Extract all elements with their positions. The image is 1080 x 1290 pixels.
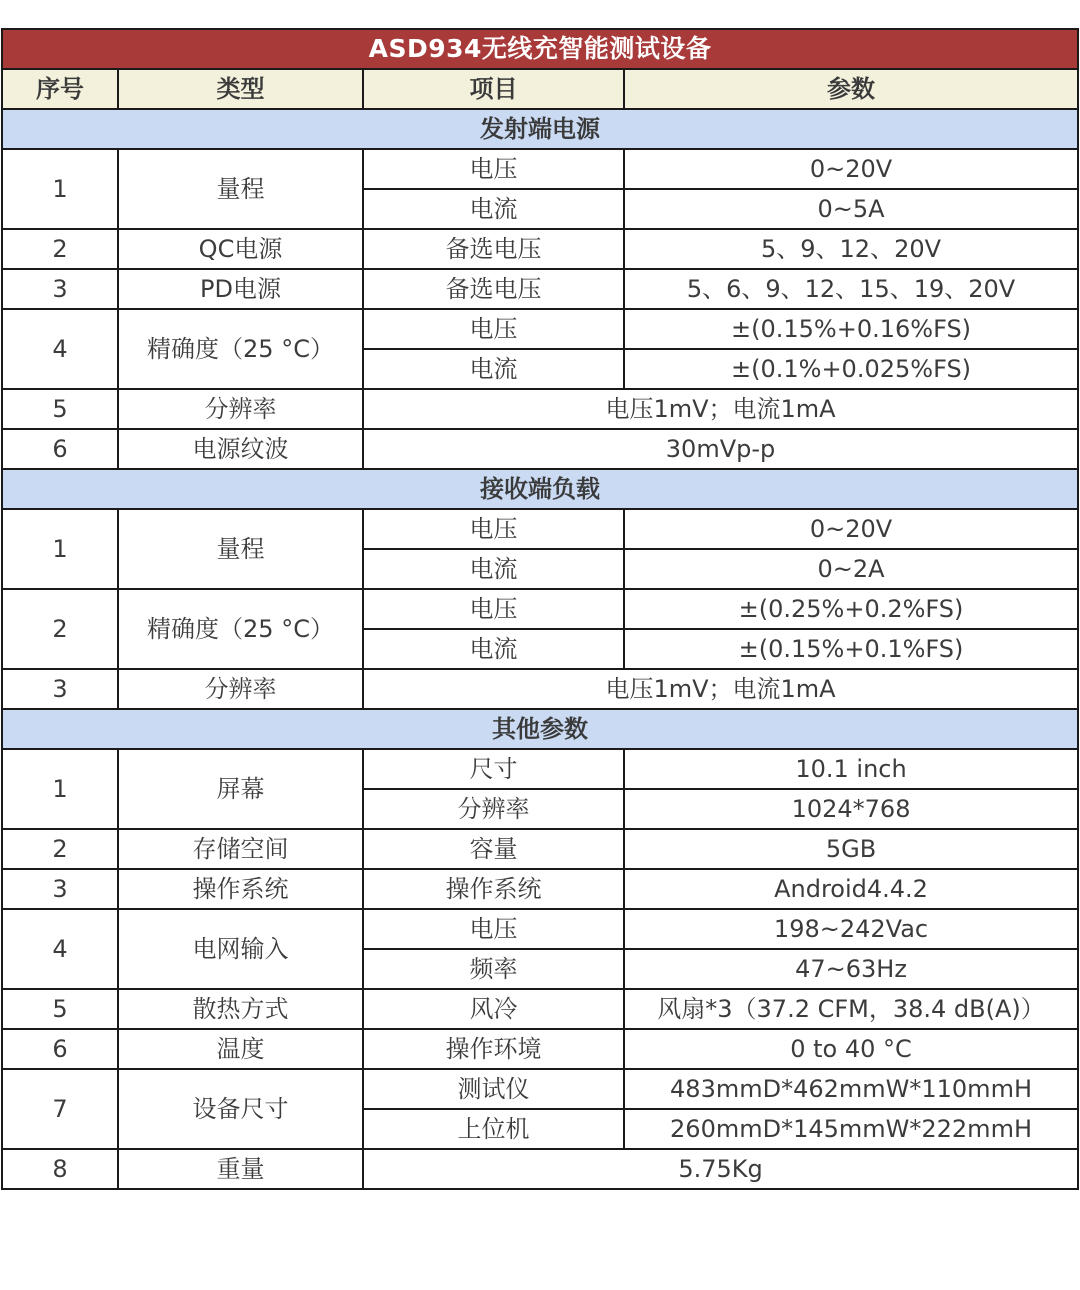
row-value: Android4.4.2 [624, 869, 1078, 909]
row-item: 电压 [363, 589, 624, 629]
row-type: 散热方式 [118, 989, 363, 1029]
table-row [2, 1149, 1078, 1189]
row-value: 5、6、9、12、15、19、20V [624, 269, 1078, 309]
section-row [2, 469, 1078, 509]
row-merged-value: 电压1mV；电流1mA [363, 389, 1078, 429]
row-item: 上位机 [363, 1109, 624, 1149]
row-item: 操作系统 [363, 869, 624, 909]
row-type: 设备尺寸 [118, 1069, 363, 1149]
row-item: 电流 [363, 189, 624, 229]
row-number: 2 [2, 589, 118, 669]
row-item: 操作环境 [363, 1029, 624, 1069]
row-type: 电源纹波 [118, 429, 363, 469]
table-row [2, 389, 1078, 429]
row-number: 1 [2, 749, 118, 829]
row-number: 6 [2, 1029, 118, 1069]
row-value: 10.1 inch [624, 749, 1078, 789]
row-item: 电压 [363, 909, 624, 949]
section-title: 其他参数 [2, 709, 1078, 749]
header-item: 项目 [363, 69, 624, 109]
row-value: 198~242Vac [624, 909, 1078, 949]
row-value: 0~20V [624, 509, 1078, 549]
row-item: 电流 [363, 629, 624, 669]
spec-table [1, 28, 1079, 1190]
table-row [2, 989, 1078, 1029]
table-row [2, 509, 1078, 549]
table-row [2, 229, 1078, 269]
header-no: 序号 [2, 69, 118, 109]
row-value: 0~20V [624, 149, 1078, 189]
row-value: 0 to 40 °C [624, 1029, 1078, 1069]
row-value: ±(0.1%+0.025%FS) [624, 349, 1078, 389]
row-value: ±(0.15%+0.1%FS) [624, 629, 1078, 669]
table-row [2, 309, 1078, 349]
row-number: 5 [2, 989, 118, 1029]
row-type: QC电源 [118, 229, 363, 269]
row-value: ±(0.15%+0.16%FS) [624, 309, 1078, 349]
row-item: 备选电压 [363, 229, 624, 269]
row-value: 5、9、12、20V [624, 229, 1078, 269]
row-value: 0~5A [624, 189, 1078, 229]
row-type: 分辨率 [118, 669, 363, 709]
row-number: 7 [2, 1069, 118, 1149]
row-item: 电压 [363, 309, 624, 349]
row-type: 分辨率 [118, 389, 363, 429]
row-number: 1 [2, 149, 118, 229]
column-header-row [2, 69, 1078, 109]
table-row [2, 589, 1078, 629]
header-type: 类型 [118, 69, 363, 109]
table-row [2, 269, 1078, 309]
row-item: 分辨率 [363, 789, 624, 829]
row-number: 3 [2, 269, 118, 309]
row-value: 5GB [624, 829, 1078, 869]
row-type: 操作系统 [118, 869, 363, 909]
row-value: 260mmD*145mmW*222mmH [624, 1109, 1078, 1149]
row-type: 精确度（25 °C） [118, 309, 363, 389]
row-type: 屏幕 [118, 749, 363, 829]
table-row [2, 1069, 1078, 1109]
row-number: 3 [2, 869, 118, 909]
row-type: 重量 [118, 1149, 363, 1189]
table-row [2, 149, 1078, 189]
row-number: 8 [2, 1149, 118, 1189]
table-title: ASD934无线充智能测试设备 [2, 29, 1078, 69]
row-item: 电压 [363, 149, 624, 189]
row-type: 精确度（25 °C） [118, 589, 363, 669]
row-value: 0~2A [624, 549, 1078, 589]
table-row [2, 669, 1078, 709]
table-row [2, 1029, 1078, 1069]
row-item: 备选电压 [363, 269, 624, 309]
table-row [2, 869, 1078, 909]
row-item: 尺寸 [363, 749, 624, 789]
row-value: 风扇*3（37.2 CFM，38.4 dB(A)） [624, 989, 1078, 1029]
row-merged-value: 电压1mV；电流1mA [363, 669, 1078, 709]
table-row [2, 749, 1078, 789]
table-row [2, 429, 1078, 469]
row-item: 电流 [363, 349, 624, 389]
table-body [2, 29, 1078, 1189]
row-type: 电网输入 [118, 909, 363, 989]
row-item: 频率 [363, 949, 624, 989]
row-type: 温度 [118, 1029, 363, 1069]
row-number: 4 [2, 309, 118, 389]
row-merged-value: 30mVp-p [363, 429, 1078, 469]
row-type: PD电源 [118, 269, 363, 309]
section-title: 接收端负载 [2, 469, 1078, 509]
title-row [2, 29, 1078, 69]
row-number: 2 [2, 229, 118, 269]
row-type: 量程 [118, 149, 363, 229]
row-merged-value: 5.75Kg [363, 1149, 1078, 1189]
header-param: 参数 [624, 69, 1078, 109]
section-row [2, 709, 1078, 749]
row-type: 量程 [118, 509, 363, 589]
row-value: 483mmD*462mmW*110mmH [624, 1069, 1078, 1109]
row-type: 存储空间 [118, 829, 363, 869]
row-number: 6 [2, 429, 118, 469]
row-value: 1024*768 [624, 789, 1078, 829]
row-number: 4 [2, 909, 118, 989]
row-value: ±(0.25%+0.2%FS) [624, 589, 1078, 629]
row-item: 电压 [363, 509, 624, 549]
section-title: 发射端电源 [2, 109, 1078, 149]
row-item: 容量 [363, 829, 624, 869]
table-row [2, 829, 1078, 869]
row-item: 风冷 [363, 989, 624, 1029]
row-value: 47~63Hz [624, 949, 1078, 989]
row-number: 2 [2, 829, 118, 869]
row-item: 电流 [363, 549, 624, 589]
row-number: 3 [2, 669, 118, 709]
row-item: 测试仪 [363, 1069, 624, 1109]
table-row [2, 909, 1078, 949]
section-row [2, 109, 1078, 149]
row-number: 5 [2, 389, 118, 429]
row-number: 1 [2, 509, 118, 589]
